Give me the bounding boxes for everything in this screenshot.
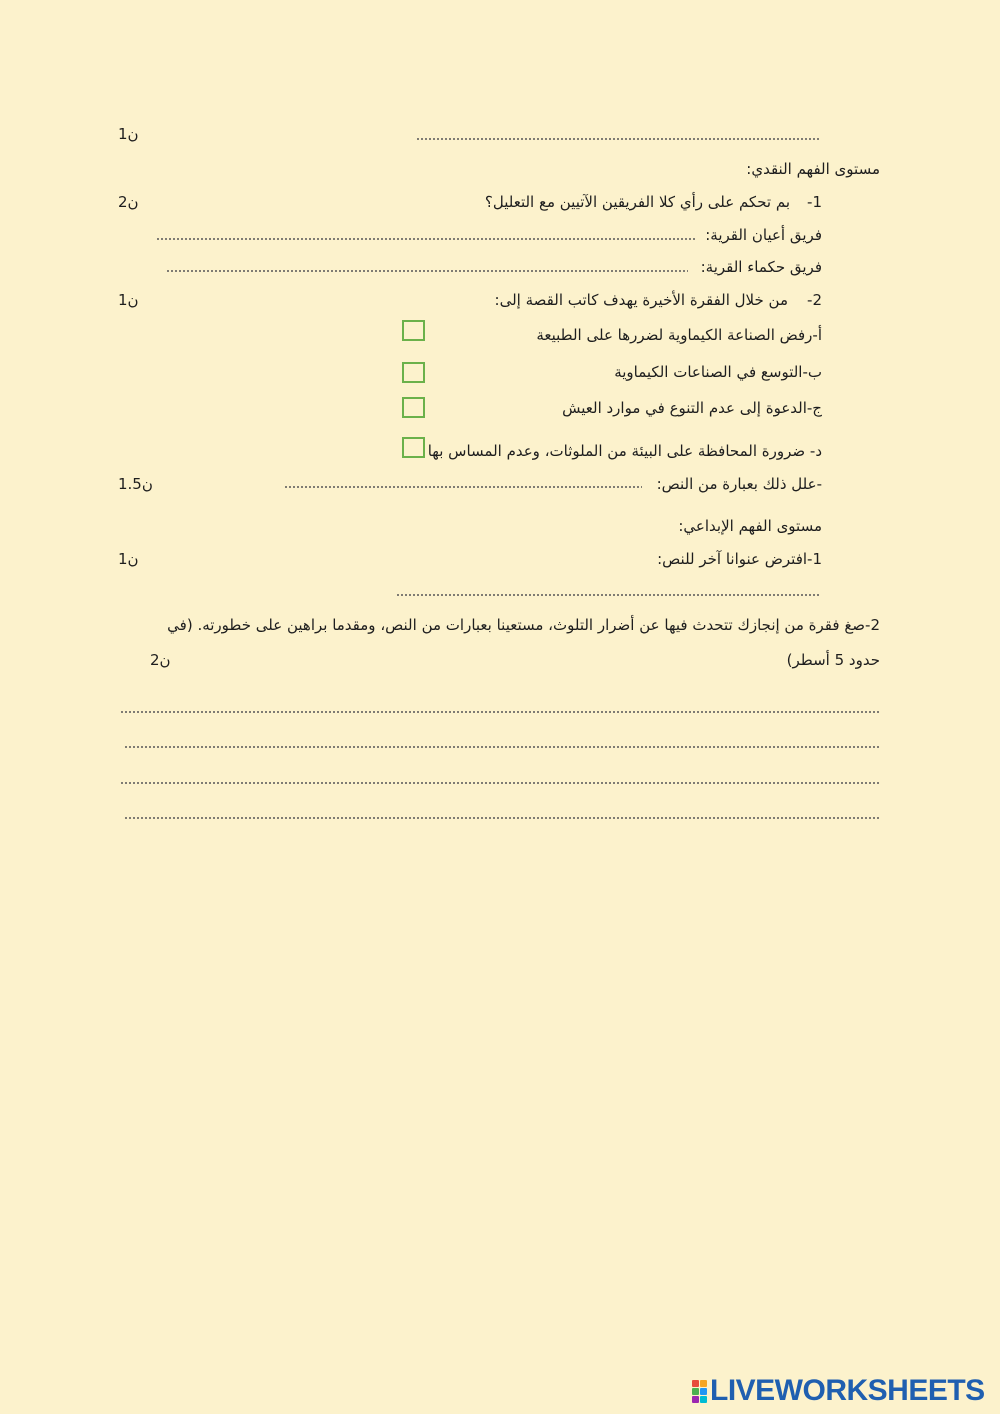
team-a-answer-line[interactable]: [156, 238, 696, 240]
creative-question-2-line2: حدود 5 أسطر): [786, 651, 880, 669]
answer-line-top[interactable]: [416, 138, 820, 140]
question-2-number: 2-: [807, 291, 822, 309]
title-answer-line[interactable]: [396, 594, 820, 596]
justify-label: -علل ذلك بعبارة من النص:: [656, 475, 822, 493]
logo-square-3: [692, 1388, 699, 1395]
team-b-answer-line[interactable]: [166, 270, 688, 272]
question-1-number: 1-: [807, 193, 822, 211]
question-2-mark: 1ن: [118, 291, 139, 309]
option-a-checkbox[interactable]: [402, 320, 425, 341]
justify-answer-line[interactable]: [284, 486, 642, 488]
logo-square-1: [692, 1380, 699, 1387]
team-b-label: فريق حكماء القرية:: [700, 258, 822, 276]
paragraph-answer-line-1[interactable]: [120, 711, 880, 713]
justify-mark: 1.5ن: [118, 475, 153, 493]
paragraph-answer-line-4[interactable]: [124, 817, 880, 819]
section-heading-creative: مستوى الفهم الإبداعي:: [678, 517, 822, 535]
option-b-label: ب-التوسع في الصناعات الكيماوية: [614, 363, 822, 381]
option-c-label: ج-الدعوة إلى عدم التنوع في موارد العيش: [562, 399, 822, 417]
question-1-mark: 2ن: [118, 193, 139, 211]
creative-question-1-text: 1-افترض عنوانا آخر للنص:: [657, 550, 822, 568]
question-2-text: من خلال الفقرة الأخيرة يهدف كاتب القصة إلى:: [494, 291, 788, 309]
creative-question-1-mark: 1ن: [118, 550, 139, 568]
logo-square-5: [692, 1396, 699, 1403]
option-b-checkbox[interactable]: [402, 362, 425, 383]
option-d-checkbox[interactable]: [402, 437, 425, 458]
liveworksheets-logo-text: LIVEWORKSHEETS: [710, 1374, 985, 1407]
paragraph-answer-line-3[interactable]: [120, 782, 880, 784]
option-c-checkbox[interactable]: [402, 397, 425, 418]
liveworksheets-logo-icon: [692, 1380, 707, 1403]
creative-question-2-line1: 2-صغ فقرة من إنجازك تتحدث فيها عن أضرار التلوث، مستعينا بعبارات من النص، ومقدما براهين على خطورته. (في: [167, 616, 880, 634]
team-a-label: فريق أعيان القرية:: [705, 226, 822, 244]
option-d-label: د- ضرورة المحافظة على البيئة من الملوثات، وعدم المساس بها: [427, 442, 822, 460]
mark-top: 1ن: [118, 125, 139, 143]
logo-square-6: [700, 1396, 707, 1403]
paragraph-answer-line-2[interactable]: [124, 746, 880, 748]
option-a-label: أ-رفض الصناعة الكيماوية لضررها على الطبيعة: [536, 326, 822, 344]
logo-square-2: [700, 1380, 707, 1387]
logo-square-4: [700, 1388, 707, 1395]
section-heading-critical: مستوى الفهم النقدي:: [746, 160, 880, 178]
liveworksheets-logo: [692, 1376, 985, 1406]
question-1-text: بم تحكم على رأي كلا الفريقين الآتيين مع التعليل؟: [484, 193, 790, 211]
creative-question-2-mark: 2ن: [150, 651, 171, 669]
